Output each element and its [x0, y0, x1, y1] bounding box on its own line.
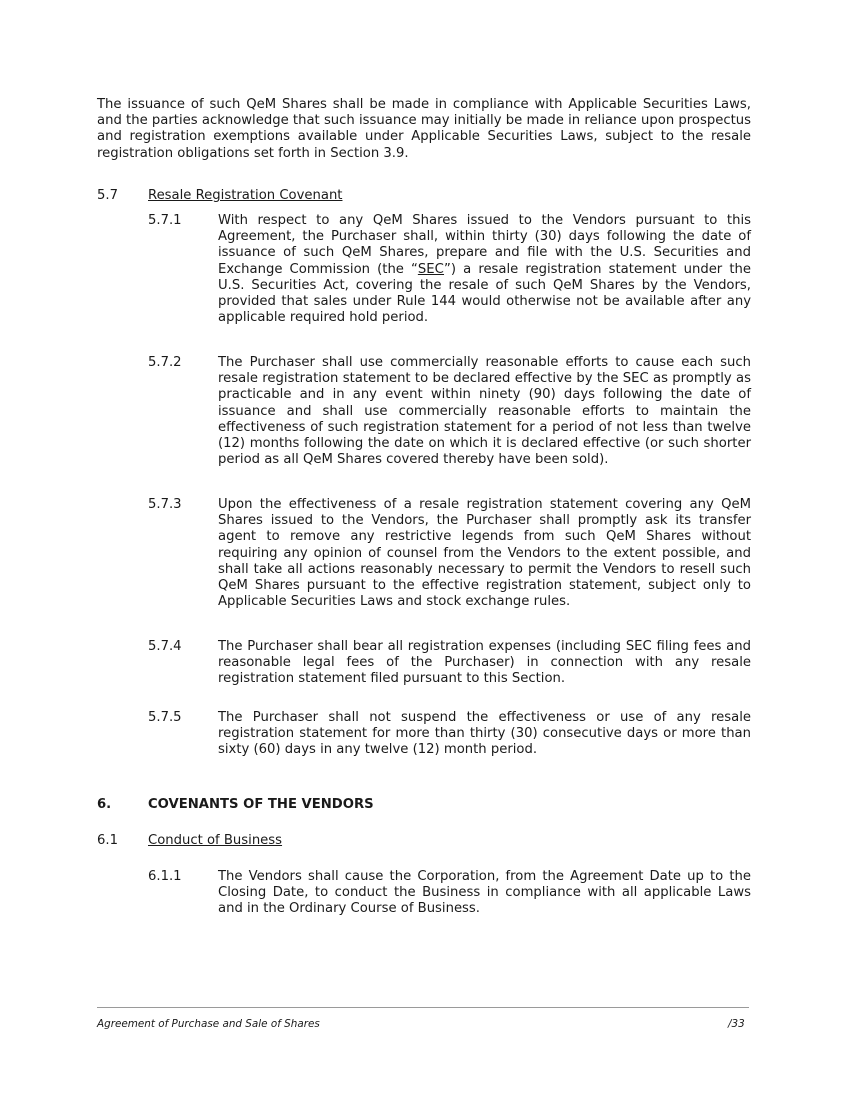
- subsection-number: 5.7.5: [148, 710, 182, 725]
- subsection-text: The Vendors shall cause the Corporation, from the Agreement Date up to the Closing Date, to conduct the Business in compliance with all applicable Laws and in the Ordinary Course of Business.: [218, 869, 751, 917]
- article-title: COVENANTS OF THE VENDORS: [148, 797, 374, 812]
- article-number: 6.: [97, 797, 112, 812]
- subsection-text-part: ”) a resale registration statement under the U.S. Securities Act, covering the resale of such QeM Shares by the Vendors, provided that sales under Rule 144 would otherwise not be available after any applicable required hold period.: [218, 261, 751, 326]
- subsection-number: 5.7.4: [148, 639, 182, 654]
- subsection-text: The Purchaser shall not suspend the effectiveness or use of any resale registration statement for more than thirty (30) consecutive days or more than sixty (60) days in any twelve (12) month period.: [218, 710, 751, 758]
- subsection-number: 5.7.2: [148, 355, 182, 370]
- section-number: 5.7: [97, 188, 118, 203]
- defined-term-sec: SEC: [417, 261, 445, 277]
- subsection-number: 6.1.1: [148, 869, 182, 884]
- subsection-number: 5.7.1: [148, 213, 182, 228]
- subsection-text: The Purchaser shall use commercially reasonable efforts to cause each such resale registration statement to be declared effective by the SEC as promptly as practicable and in any event within ninety (90) days following the date of issuance and shall use commercially reasonable efforts to maintain the effectiveness of such registration statement for a period of not less than twelve (12) months following the date on which it is declared effective (or such shorter period as all QeM Shares covered thereby have been sold).: [218, 355, 751, 468]
- subsection-text: Upon the effectiveness of a resale registration statement covering any QeM Shares issued to the Vendors, the Purchaser shall promptly ask its transfer agent to remove any restrictive legends from such QeM Shares without requiring any opinion of counsel from the Vendors to the extent possible, and shall take all actions reasonably necessary to permit the Vendors to resell such QeM Shares pursuant to the effective registration statement, subject only to Applicable Securities Laws and stock exchange rules.: [218, 497, 751, 610]
- footer-document-title: Agreement of Purchase and Sale of Shares: [97, 1018, 320, 1030]
- section-title: Conduct of Business: [148, 833, 283, 848]
- footer-page-number: /33: [728, 1018, 745, 1030]
- subsection-text-part: With respect to any QeM Shares issued to the Vendors pursuant to this Agreement, the Purchaser shall, within thirty (30) days following the date of issuance of such QeM Shares, prepare and file with the U.S. Securities and Exchange Commission (the “: [218, 213, 751, 277]
- section-number: 6.1: [97, 833, 118, 848]
- intro-paragraph: The issuance of such QeM Shares shall be made in compliance with Applicable Securities Laws, and the parties acknowledge that such issuance may initially be made in reliance upon prospectus and registration exemptions available under Applicable Securities Laws, subject to the resale registration obligations set forth in Section 3.9.: [97, 97, 751, 161]
- subsection-text: [218, 213, 751, 326]
- section-title: Resale Registration Covenant: [148, 188, 343, 203]
- footer-divider: [97, 1007, 749, 1008]
- subsection-text: The Purchaser shall bear all registration expenses (including SEC filing fees and reasonable legal fees of the Purchaser) in connection with any resale registration statement filed pursuant to this Section.: [218, 639, 751, 687]
- subsection-number: 5.7.3: [148, 497, 182, 512]
